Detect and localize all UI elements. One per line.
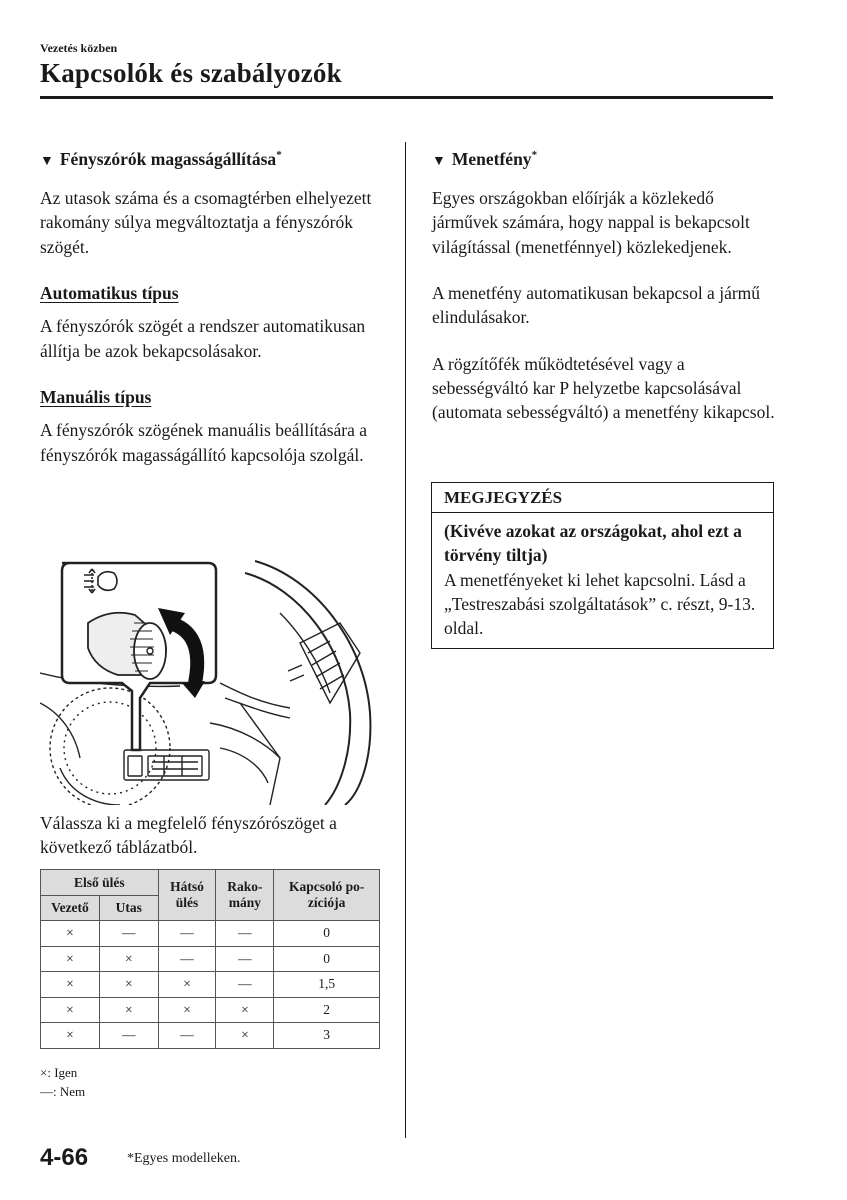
section-triangle-icon: ▼ (40, 153, 54, 169)
table-cell: × (158, 997, 216, 1023)
header-passenger: Utas (99, 896, 158, 921)
table-row (41, 946, 380, 972)
note-box (431, 482, 774, 649)
page-number: 4-66 (40, 1144, 89, 1171)
title-rule (40, 96, 773, 99)
header-rear-seat: Hátsó ülés (158, 870, 216, 921)
table-cell: 1,5 (274, 972, 380, 998)
left-column (40, 143, 385, 467)
page-title: Kapcsolók és szabályozók (40, 58, 342, 88)
table-caption: Válassza ki a megfelelő fényszórószöget a következő táblázatból. (40, 813, 337, 858)
table-cell: × (99, 997, 158, 1023)
legend-yes: ×: Igen (40, 1065, 78, 1080)
table-cell: — (158, 946, 216, 972)
table-cell: × (41, 997, 100, 1023)
table-cell: 3 (274, 1023, 380, 1049)
table-cell: × (41, 972, 100, 998)
table-cell: × (41, 1023, 100, 1049)
table-cell: — (158, 921, 216, 947)
table-legend (40, 1063, 85, 1101)
table-cell: × (216, 997, 274, 1023)
headlight-leveling-switch-illustration (40, 553, 380, 805)
daytime-running-lights-heading (432, 143, 777, 174)
heading-text: Fényszórók magasságállítása (59, 148, 277, 169)
legend-no: —: Nem (40, 1084, 86, 1099)
drl-paragraph-1: Egyes országokban előírják a közlekedő járművek számára, hogy nappal is bekapcsolt világítással (menetfénnyel) közlekedjenek. (432, 188, 750, 257)
note-title: MEGJEGYZÉS (432, 483, 773, 513)
table-cell: × (99, 972, 158, 998)
header-load: Rako-mány (216, 870, 274, 921)
table-cell: — (158, 1023, 216, 1049)
column-divider (405, 142, 406, 1138)
automatic-type-text: A fényszórók szögét a rendszer automatikusan állítja be azok bekapcsolásakor. (40, 316, 366, 361)
heading-star: * (276, 149, 282, 161)
table-row (41, 921, 380, 947)
footnote: *Egyes modelleken. (127, 1151, 241, 1166)
table-row (41, 1023, 380, 1049)
table-cell: × (41, 921, 100, 947)
manual-type-heading: Manuális típus (40, 386, 152, 407)
manual-type-text: A fényszórók szögének manuális beállítására a fényszórók magasságállító kapcsolója szolgál. (40, 420, 368, 465)
header-switch-position: Kapcsoló po-zíciója (274, 870, 380, 921)
headlight-leveling-heading (40, 143, 385, 174)
table-cell: — (216, 972, 274, 998)
section-triangle-icon: ▼ (432, 153, 446, 169)
table-cell: × (158, 972, 216, 998)
table-cell: 2 (274, 997, 380, 1023)
table-cell: 0 (274, 946, 380, 972)
section-label: Vezetés közben (40, 41, 118, 55)
note-text: A menetfényeket ki lehet kapcsolni. Lásd a „Testreszabási szolgáltatások” c. részt, 9-13. oldal. (444, 569, 756, 639)
heading-text: Menetfény (451, 148, 532, 169)
table-cell: — (216, 946, 274, 972)
automatic-type-heading: Automatikus típus (40, 283, 179, 304)
headlight-angle-table (40, 869, 380, 1049)
drl-paragraph-3: A rögzítőfék működtetésével vagy a sebességváltó kar P helyzetbe kapcsolásával (automata sebességváltó) a menetfény kikapcsol. (432, 353, 775, 423)
header-front-seat: Első ülés (41, 870, 159, 896)
table-cell: — (216, 921, 274, 947)
table-cell: × (41, 946, 100, 972)
table-cell: × (99, 946, 158, 972)
note-condition: (Kivéve azokat az országokat, ahol ezt a törvény tiltja) (444, 521, 742, 566)
note-body (432, 513, 773, 648)
table-cell: — (99, 921, 158, 947)
table-cell: 0 (274, 921, 380, 947)
right-column (432, 143, 777, 425)
intro-paragraph: Az utasok száma és a csomagtérben elhelyezett rakomány súlya megváltoztatja a fényszórók szögét. (40, 188, 372, 257)
table-row (41, 997, 380, 1023)
table-cell: × (216, 1023, 274, 1049)
header-driver: Vezető (41, 896, 100, 921)
drl-paragraph-2: A menetfény automatikusan bekapcsol a jármű elindulásakor. (432, 283, 761, 328)
table-cell: — (99, 1023, 158, 1049)
table-row (41, 972, 380, 998)
heading-star: * (531, 149, 538, 161)
